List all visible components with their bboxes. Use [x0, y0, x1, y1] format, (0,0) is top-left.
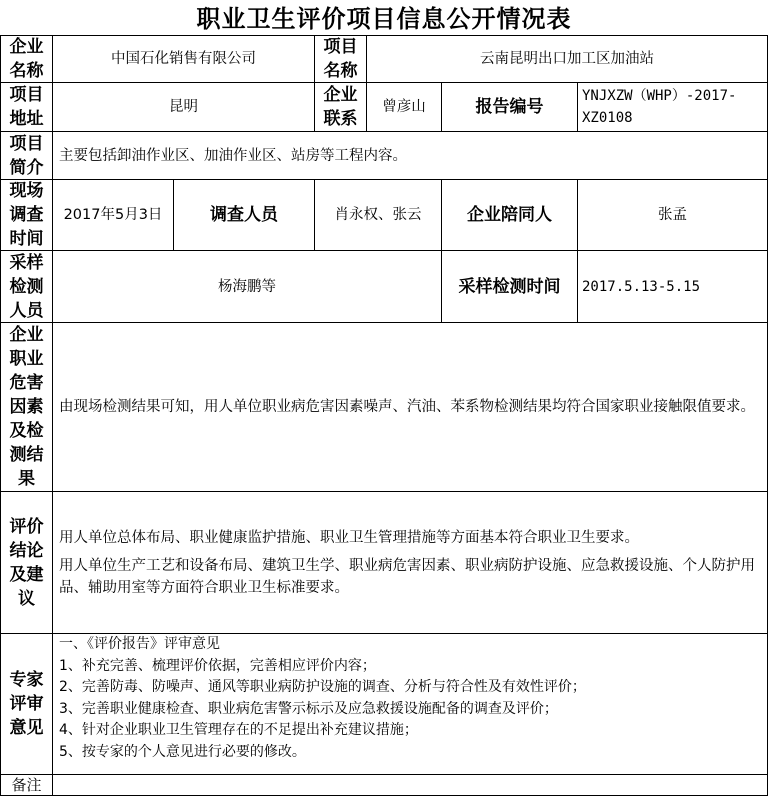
- expert-opinion-label: 专家 评审 意见: [0, 633, 53, 775]
- evaluation-paragraph-1: 用人单位总体布局、职业健康监护措施、职业卫生管理措施等方面基本符合职业卫生要求。: [59, 529, 639, 546]
- company-escort-value: 张孟: [577, 179, 768, 251]
- company-name-label: 企业 名称: [0, 35, 53, 83]
- company-name-value: 中国石化销售有限公司: [52, 35, 315, 83]
- expert-opinion-line: 一、《评价报告》评审意见: [59, 636, 220, 652]
- remarks-value: [52, 774, 768, 796]
- expert-opinion-line: 4、针对企业职业卫生管理存在的不足提出补充建议措施；: [59, 722, 418, 738]
- project-address-label: 项目 地址: [0, 82, 53, 132]
- remarks-label: 备注: [0, 774, 53, 796]
- sampling-staff-label: 采样 检测 人员: [0, 250, 53, 323]
- company-contact-value: 曾彦山: [366, 82, 442, 132]
- hazard-results-value: 由现场检测结果可知，用人单位职业病危害因素噪声、汽油、苯系物检测结果均符合国家职业接触限值要求。: [52, 322, 768, 492]
- hazard-results-label: 企业 职业 危害 因素 及检 测结 果: [0, 322, 53, 492]
- project-summary-value: 主要包括卸油作业区、加油作业区、站房等工程内容。: [52, 131, 768, 180]
- evaluation-value: [52, 491, 768, 634]
- sampling-staff-value: 杨海鹏等: [52, 250, 442, 323]
- page-title: 职业卫生评价项目信息公开情况表: [196, 4, 572, 33]
- expert-opinion-line: 2、完善防毒、防噪声、通风等职业病防护设施的调查、分析与符合性及有效性评价；: [59, 679, 586, 695]
- report-number-label: 报告编号: [441, 82, 578, 132]
- company-contact-label: 企业 联系: [314, 82, 367, 132]
- investigators-label: 调查人员: [173, 179, 315, 251]
- sampling-time-value: 2017.5.13-5.15: [577, 250, 768, 323]
- expert-opinion-line: 1、补充完善、梳理评价依据，完善相应评价内容；: [59, 657, 376, 674]
- evaluation-label: 评价 结论 及建 议: [0, 491, 53, 634]
- project-address-value: 昆明: [52, 82, 315, 132]
- project-name-label: 项目 名称: [314, 35, 367, 83]
- survey-time-value: 2017年5月3日: [52, 179, 174, 251]
- expert-opinion-value: [52, 633, 768, 775]
- expert-opinion-line: 3、完善职业健康检查、职业病危害警示标示及应急救援设施配备的调查及评价；: [59, 700, 558, 717]
- report-number-value: YNJXZW（WHP）-2017- XZ0108: [577, 82, 768, 132]
- expert-opinion-line: 5、按专家的个人意见进行必要的修改。: [59, 743, 306, 760]
- project-summary-label: 项目 简介: [0, 131, 53, 180]
- investigators-value: 肖永权、张云: [314, 179, 442, 251]
- evaluation-paragraph-2: 用人单位生产工艺和设备布局、建筑卫生学、职业病危害因素、职业病防护设施、应急救援设施、个人防护用品、辅助用室等方面符合职业卫生标准要求。: [59, 557, 755, 596]
- company-escort-label: 企业陪同人: [441, 179, 578, 251]
- survey-time-label: 现场 调查 时间: [0, 179, 53, 251]
- project-name-value: 云南昆明出口加工区加油站: [366, 35, 768, 83]
- sampling-time-label: 采样检测时间: [441, 250, 578, 323]
